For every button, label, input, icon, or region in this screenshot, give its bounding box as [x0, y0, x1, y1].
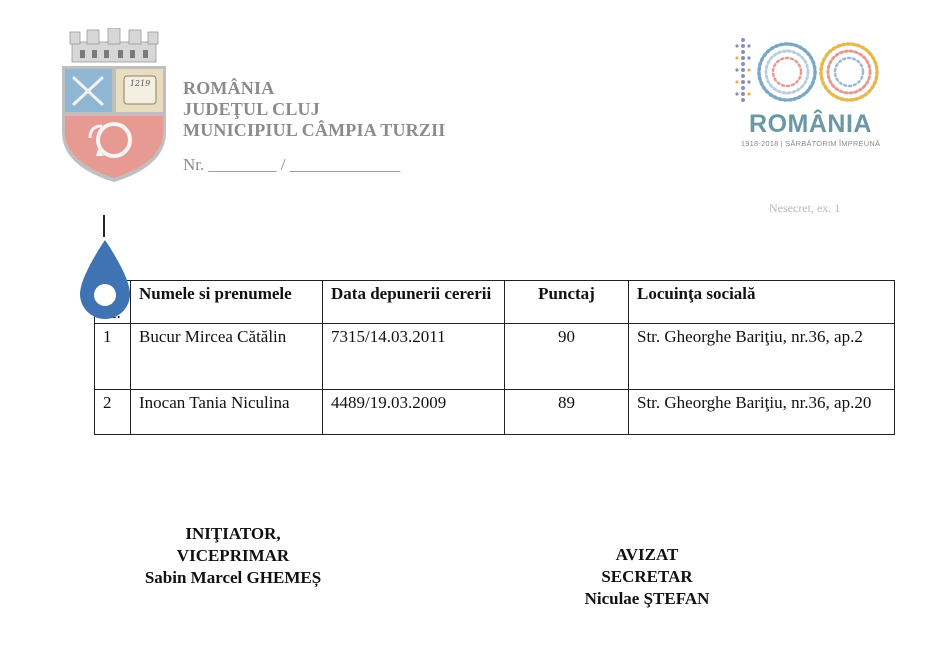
table-row — [95, 390, 895, 435]
header-municipality: MUNICIPIUL CÂMPIA TURZII — [183, 120, 446, 140]
cell-points: 89 — [505, 390, 629, 435]
cell-name: Bucur Mircea Cătălin — [131, 324, 323, 390]
cell-points: 90 — [505, 324, 629, 390]
centenary-logo-subtitle: 1918-2018 | SĂRBĂTORIM ÎMPREUNĂ — [740, 139, 881, 148]
coat-of-arms — [60, 28, 168, 184]
table-header-row — [95, 281, 895, 324]
cell-housing: Str. Gheorghe Bariţiu, nr.36, ap.20 — [629, 390, 895, 435]
header-country: ROMÂNIA — [183, 78, 275, 98]
cell-housing: Str. Gheorghe Bariţiu, nr.36, ap.2 — [629, 324, 895, 390]
secretary-name: Niculae ŞTEFAN — [584, 589, 710, 608]
cell-nr: 2 — [95, 390, 131, 435]
secretary-title: SECRETAR — [601, 567, 693, 586]
initiator-signature-block — [108, 523, 358, 589]
text-cursor — [103, 215, 105, 237]
initiator-role: INIŢIATOR, — [185, 524, 281, 543]
header-housing: Locuinţa socială — [629, 281, 895, 324]
classification-label: Nesecret, ex. 1 — [769, 201, 841, 215]
table-row — [95, 324, 895, 390]
secretary-approval: AVIZAT — [615, 545, 679, 564]
registration-number: Nr. ________ / _____________ — [183, 155, 401, 174]
cell-date: 7315/14.03.2011 — [323, 324, 505, 390]
header-date: Data depunerii cererii — [323, 281, 505, 324]
selection-handle-icon[interactable] — [78, 238, 132, 320]
cell-nr: 1 — [95, 324, 131, 390]
initiator-name: Sabin Marcel GHEMEȘ — [144, 568, 322, 587]
cell-name: Inocan Tania Niculina — [131, 390, 323, 435]
centenary-logo-title: ROMÂNIA — [749, 110, 872, 138]
beneficiaries-table — [94, 280, 895, 435]
header-points: Punctaj — [505, 281, 629, 324]
secretary-signature-block — [522, 544, 772, 610]
header-name: Numele si prenumele — [131, 281, 323, 324]
initiator-title: VICEPRIMAR — [176, 546, 290, 565]
crest-year: 1219 — [129, 79, 151, 88]
cell-date: 4489/19.03.2009 — [323, 390, 505, 435]
institution-header — [183, 78, 446, 141]
header-county: JUDEŢUL CLUJ — [183, 99, 320, 119]
